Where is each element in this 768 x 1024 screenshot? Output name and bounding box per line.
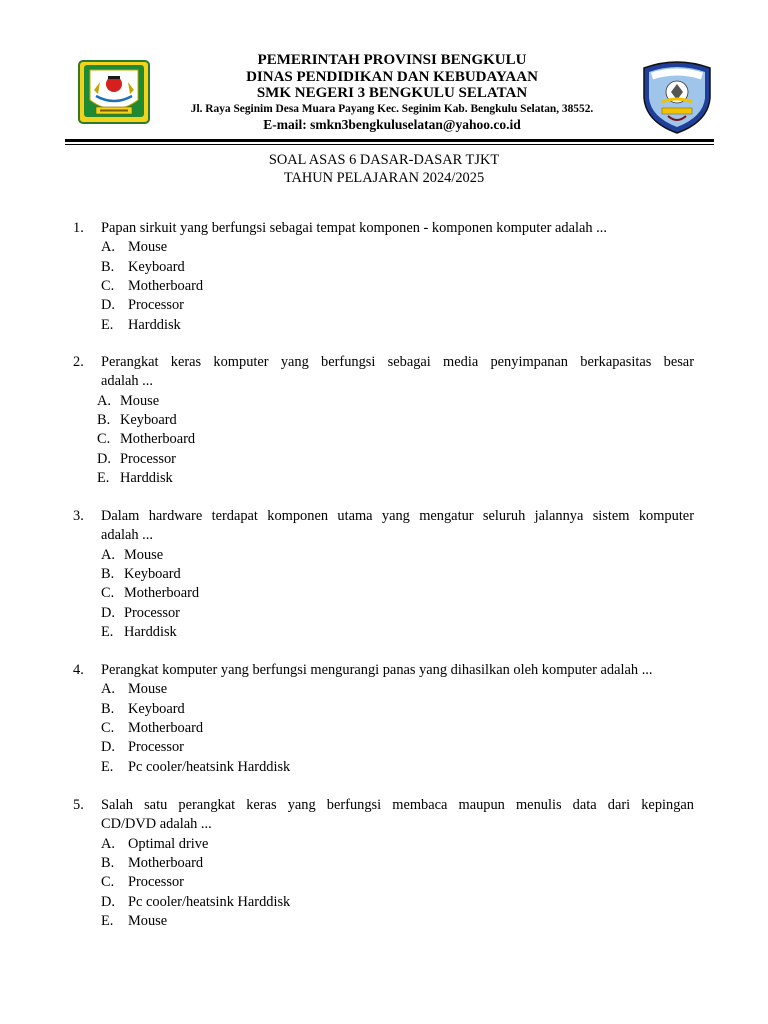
exam-title: SOAL ASAS 6 DASAR-DASAR TJKT	[268, 152, 500, 168]
question-number: 3.	[73, 508, 84, 524]
header-divider-thin	[65, 144, 714, 145]
option-text: Pc cooler/heatsink Harddisk	[128, 758, 291, 775]
option-letter: A.	[101, 835, 115, 852]
option-letter: A.	[101, 546, 115, 563]
option-text: Motherboard	[120, 431, 196, 448]
question-number: 5.	[73, 797, 84, 813]
option-letter: B.	[101, 258, 115, 275]
option-letter: A.	[101, 681, 115, 698]
option-text: Processor	[120, 450, 176, 467]
option-letter: E.	[101, 316, 114, 333]
option-text: Motherboard	[124, 585, 200, 602]
option-text: Motherboard	[128, 854, 204, 871]
letterhead	[0, 0, 768, 145]
option-letter: B.	[101, 854, 115, 871]
regency-emblem-icon	[78, 60, 150, 124]
option-letter: A.	[101, 239, 115, 256]
option-letter: E.	[101, 912, 114, 929]
question-text-continued: CD/DVD adalah ...	[101, 816, 212, 833]
option-text: Motherboard	[128, 277, 204, 294]
option-text: Harddisk	[124, 623, 177, 640]
option-letter: E.	[101, 623, 114, 640]
option-text: Mouse	[128, 681, 168, 698]
option-text: Keyboard	[120, 411, 177, 428]
option-text: Mouse	[124, 546, 164, 563]
option-letter: B.	[101, 700, 115, 717]
header-government: PEMERINTAH PROVINSI BENGKULU	[257, 52, 527, 68]
question-text-continued: adalah ...	[101, 527, 153, 544]
academic-year: TAHUN PELAJARAN 2024/2025	[283, 170, 485, 186]
option-letter: E.	[101, 758, 114, 775]
question-text: Dalam hardware terdapat komponen utama yang mengatur seluruh jalannya sistem komputer	[101, 508, 694, 524]
header-email: E-mail: smkn3bengkuluselatan@yahoo.co.id	[263, 117, 521, 132]
option-text: Mouse	[128, 239, 168, 256]
option-text: Processor	[128, 874, 184, 891]
question-text-continued: adalah ...	[101, 373, 153, 390]
option-text: Motherboard	[128, 719, 204, 736]
option-text: Harddisk	[128, 316, 181, 333]
option-letter: C.	[101, 719, 115, 736]
question-number: 2.	[73, 354, 84, 370]
question-number: 4.	[73, 662, 84, 678]
option-text: Processor	[124, 604, 180, 621]
header-address: Jl. Raya Seginim Desa Muara Payang Kec. Seginim Kab. Bengkulu Selatan, 38552.	[190, 103, 594, 115]
option-letter: D.	[101, 604, 115, 621]
option-letter: B.	[101, 565, 115, 582]
option-text: Processor	[128, 297, 184, 314]
question-text: Perangkat keras komputer yang berfungsi sebagai media penyimpanan berkapasitas besar	[101, 354, 694, 370]
option-text: Keyboard	[128, 700, 185, 717]
option-text: Mouse	[128, 912, 168, 929]
option-letter: C.	[101, 277, 115, 294]
option-letter: C.	[101, 585, 115, 602]
school-emblem-icon	[638, 58, 716, 134]
header-school-name: SMK NEGERI 3 BENGKULU SELATAN	[256, 85, 528, 101]
option-letter: D.	[97, 450, 111, 467]
option-letter: B.	[97, 411, 111, 428]
option-text: Optimal drive	[128, 835, 209, 852]
option-letter: D.	[101, 893, 115, 910]
option-letter: E.	[97, 469, 110, 486]
question-text: Papan sirkuit yang berfungsi sebagai tempat komponen - komponen komputer adalah ...	[101, 220, 607, 236]
header-department: DINAS PENDIDIKAN DAN KEBUDAYAAN	[246, 69, 538, 85]
question-text: Salah satu perangkat keras yang berfungsi membaca maupun menulis data dari kepingan	[101, 797, 694, 813]
option-text: Harddisk	[120, 469, 173, 486]
option-letter: D.	[101, 739, 115, 756]
question-number: 1.	[73, 220, 84, 236]
option-letter: A.	[97, 392, 111, 409]
option-letter: C.	[97, 431, 111, 448]
option-text: Processor	[128, 739, 184, 756]
option-text: Pc cooler/heatsink Harddisk	[128, 893, 291, 910]
option-text: Keyboard	[128, 258, 185, 275]
option-text: Keyboard	[124, 565, 181, 582]
header-divider-thick	[65, 139, 714, 142]
option-letter: C.	[101, 874, 115, 891]
option-letter: D.	[101, 297, 115, 314]
option-text: Mouse	[120, 392, 160, 409]
question-text: Perangkat komputer yang berfungsi mengurangi panas yang dihasilkan oleh komputer adalah ...	[101, 662, 653, 678]
